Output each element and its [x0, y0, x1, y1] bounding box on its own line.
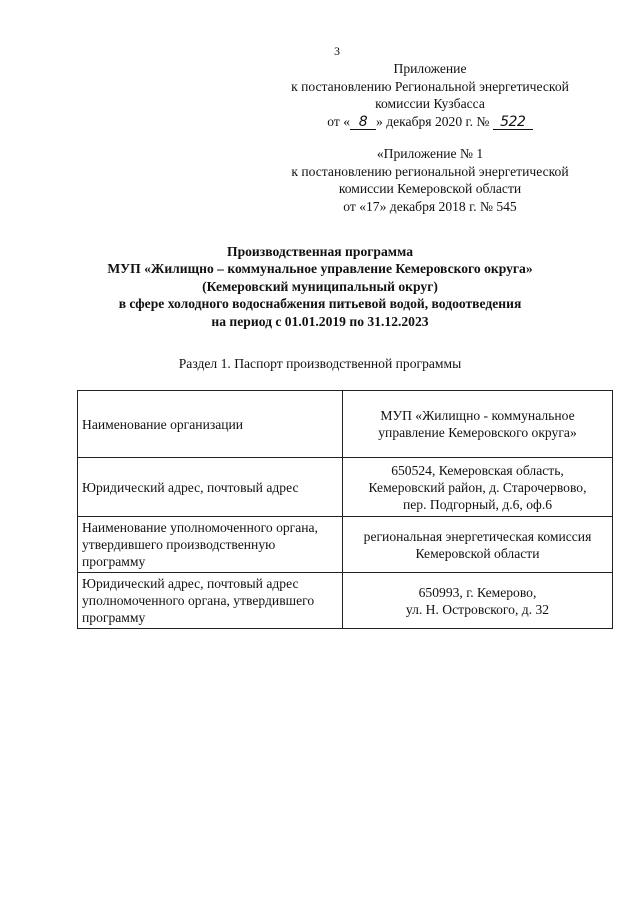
value-line: региональная энергетическая комиссия — [363, 528, 592, 544]
title-line1: Производственная программа — [227, 244, 413, 259]
table-row — [78, 517, 613, 573]
title-line3: (Кемеровский муниципальный округ) — [202, 278, 438, 294]
handwritten-doc-number: 522 — [500, 113, 526, 130]
row-label: Юридический адрес, почтовый адрес уполномоченного органа, утвердившего программу — [78, 573, 343, 629]
appendix-original-line4: от «17» декабря 2018 г. № 545 — [343, 198, 517, 214]
date-prefix: от « — [327, 113, 350, 129]
row-label: Наименование уполномоченного органа, утвердившего производственную программу — [78, 517, 343, 573]
row-value — [343, 458, 613, 517]
value-line: управление Кемеровского округа» — [378, 425, 577, 440]
appendix-original — [230, 145, 630, 215]
value-line: пер. Подгорный, д.6, оф.6 — [402, 496, 553, 512]
title-line5: на период с 01.01.2019 по 31.12.2023 — [211, 313, 429, 329]
appendix-original-line1: «Приложение № 1 — [376, 146, 484, 161]
value-line: 650993, г. Кемерово, — [418, 584, 537, 600]
doc-number-slot — [493, 115, 533, 130]
page-number: 3 — [334, 44, 340, 58]
appendix-current — [230, 60, 630, 130]
value-line: МУП «Жилищно - коммунальное — [380, 408, 575, 423]
value-line: Кемеровской области — [415, 545, 540, 561]
table-row — [78, 391, 613, 458]
row-value — [343, 573, 613, 629]
appendix-original-line3: комиссии Кемеровской области — [338, 181, 522, 196]
appendix-original-line2: к постановлению региональной энергетической — [291, 163, 569, 179]
appendix-current-line2: к постановлению Региональной энергетической — [291, 78, 569, 94]
value-line: ул. Н. Островского, д. 32 — [405, 601, 550, 617]
program-title — [0, 243, 640, 330]
title-line4: в сфере холодного водоснабжения питьевой водой, водоотведения — [118, 296, 522, 312]
date-middle: » декабря 2020 г. № — [376, 113, 490, 129]
title-line2: МУП «Жилищно – коммунальное управление Кемеровского округа» — [107, 261, 533, 277]
table-row — [78, 458, 613, 517]
date-day-slot — [350, 115, 376, 130]
row-value — [343, 517, 613, 573]
row-label: Наименование организации — [78, 391, 343, 458]
section-heading: Раздел 1. Паспорт производственной программы — [178, 356, 462, 371]
row-value — [343, 391, 613, 458]
appendix-current-line1: Приложение — [393, 61, 467, 76]
appendix-current-date-line — [230, 113, 630, 131]
handwritten-day: 8 — [358, 113, 368, 130]
value-line: 650524, Кемеровская область, — [391, 462, 564, 478]
row-label: Юридический адрес, почтовый адрес — [78, 458, 343, 517]
passport-table — [77, 390, 613, 629]
value-line: Кемеровский район, д. Старочервово, — [368, 479, 587, 495]
table-row — [78, 573, 613, 629]
appendix-current-line3: комиссии Кузбасса — [375, 96, 485, 111]
